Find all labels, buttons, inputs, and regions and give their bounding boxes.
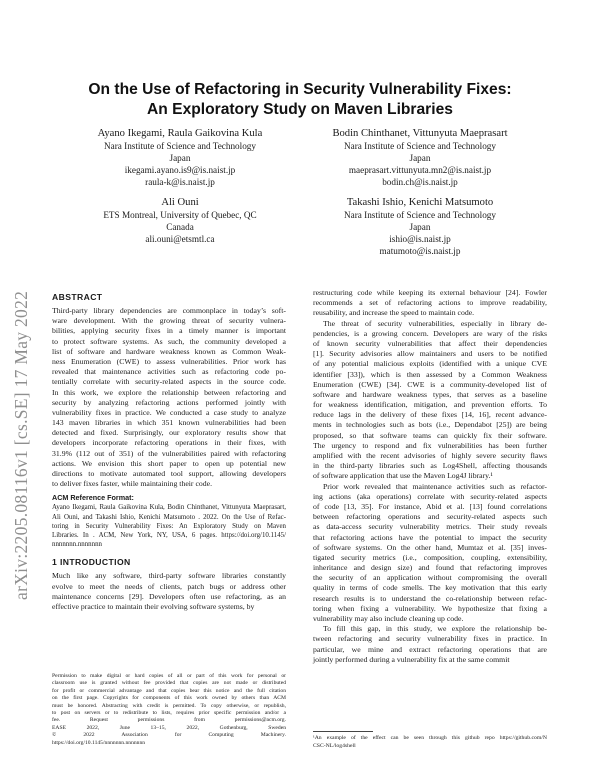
text-line: of software application that use the Maven Log4J library.¹ <box>313 471 493 481</box>
left-column <box>52 288 286 612</box>
text-line: toring in Security Vulnerability Fixes: An Exploratory Study on Maven <box>52 522 286 530</box>
text-line: actions. We envision this short paper to open up potential new <box>52 458 286 468</box>
title-line-1: On the Use of Refactoring in Security Vulnerability Fixes: <box>88 81 512 98</box>
author-block <box>295 196 545 257</box>
author-affiliation: ETS Montreal, University of Quebec, QC <box>103 210 257 220</box>
author-block <box>295 127 545 188</box>
arxiv-identifier-stamp: arXiv:2205.08116v1 [cs.SE] 17 May 2022 <box>11 290 31 600</box>
footnote-github-link <box>313 735 547 750</box>
text-line: tween refactoring and security vulnerability fixes in practice. In <box>313 634 547 644</box>
text-line: nnnnnnn.nnnnnnn <box>52 541 102 549</box>
abstract-heading: ABSTRACT <box>52 292 103 302</box>
text-line: software and hardware weakness types, that serves as a baseline <box>313 389 547 399</box>
text-line: effective practice to maintain their evolving software systems, by <box>52 601 255 611</box>
author-country: Canada <box>166 222 194 232</box>
author-affiliation: Nara Institute of Science and Technology <box>343 210 496 220</box>
text-line: identifier [33]), which is then assessed by a Common Weakness <box>313 369 547 379</box>
text-line: jointly performed during a vulnerability fix at the same commit <box>313 654 510 664</box>
author-names: Ali Ouni <box>161 197 199 208</box>
acm-reference-heading: ACM Reference Format: <box>52 493 134 503</box>
paragraph <box>313 482 547 625</box>
text-line: classroom use is granted without fee provided that copies are not made or distributed <box>52 680 286 687</box>
text-line: 143 maven libraries in which 351 known vulnerabilities had been <box>52 418 286 428</box>
permission-footnote <box>52 673 286 747</box>
text-line: proposed, so that software teams can quickly fix their software. <box>313 430 547 440</box>
title-line-2: An Exploratory Study on Maven Libraries <box>147 101 453 118</box>
text-line: developers incorporate refactoring operations in their fixes, with <box>52 438 286 448</box>
text-line: reduce lags in the delivery of these fixes [14, 16], recent advance- <box>313 410 547 420</box>
text-line: tigated security metrics (i.e., composition, coupling, extensibility, <box>313 552 547 562</box>
text-line: to post on servers or to redistribute to lists, requires prior specific permission and/or a <box>52 709 286 716</box>
text-line: the security of an application without compromising the overall <box>313 573 547 583</box>
text-line: Permission to make digital or hard copies of all or part of this work for personal or <box>52 673 286 679</box>
text-line: ware development. With the growing threat of security vulnera- <box>52 316 286 326</box>
acm-reference-text <box>52 503 286 549</box>
text-line: tentially correlate with security-related aspects in the source code. <box>52 377 286 387</box>
text-line: of known security vulnerabilities that affect their dependencies <box>313 338 547 348</box>
footnote-rule <box>313 731 373 732</box>
author-email: maeprasart.vittunyuta.mn2@is.naist.jp <box>348 165 492 175</box>
text-line: 31.9% (112 out of 351) of the vulnerabilities paired with refactoring <box>52 448 286 458</box>
paragraph <box>313 288 547 319</box>
text-line: CSC-NL/log4shell <box>313 742 356 749</box>
text-line: security by analyzing refactoring actions performed jointly with <box>52 397 286 407</box>
paragraph <box>313 624 547 665</box>
text-line: Ayano Ikegami, Raula Gaikovina Kula, Bodin Chinthanet, Vittunyuta Maeprasart, <box>52 504 286 512</box>
text-line: ness Enumeration (CWE) to assess vulnerabilities. Prior work has <box>52 356 286 366</box>
text-line: research results is to understand the co-relationship between refac- <box>313 593 547 603</box>
author-email: ishio@is.naist.jp <box>389 234 451 244</box>
text-line: restructuring code while keeping its external behaviour [24]. Fowler <box>313 288 547 297</box>
text-line: EASE 2022, June 13–15, 2022, Gothenburg, Sweden <box>52 724 286 731</box>
text-line: inheritance and design size) and found that refactoring improves <box>313 563 547 573</box>
text-line: fee. Request permissions from permissions@acm.org. <box>52 717 286 724</box>
text-line: pendencies, is a growing concern. Developers are wary of the risks <box>313 328 547 338</box>
text-line: for profit or commercial advantage and that copies bear this notice and the full citation <box>52 687 286 694</box>
text-line: Libraries. In . ACM, New York, NY, USA, 6 pages. https://doi.org/10.1145/ <box>52 531 286 539</box>
text-line: ¹An example of the effect can be seen through this github repo https://github.com/N <box>313 735 547 741</box>
author-email: bodin.ch@is.naist.jp <box>382 177 458 187</box>
text-line: evolve to meet the needs of clients, patch bugs or address other <box>52 581 286 591</box>
text-line: bilities, applying security fixes in a timely manner is important <box>52 326 286 336</box>
text-line: that refactoring actions have the potential to impact the security <box>313 532 547 542</box>
author-email: ali.ouni@etsmtl.ca <box>145 234 215 244</box>
author-names: Bodin Chinthanet, Vittunyuta Maeprasart <box>332 128 508 139</box>
paragraph <box>313 319 547 482</box>
text-line: on the first page. Copyrights for components of this work owned by others than ACM <box>52 695 286 702</box>
text-line: amplified with the recent advisories of highly severe security flaws <box>313 451 547 460</box>
text-line: https://doi.org/10.1145/nnnnnnn.nnnnnnn <box>52 739 146 746</box>
author-names: Ayano Ikegami, Raula Gaikovina Kula <box>97 128 263 139</box>
author-block <box>55 196 305 245</box>
text-line: Ali Ouni, and Takashi Ishio, Kenichi Matsumoto . 2022. On the Use of Refac- <box>52 513 286 521</box>
author-affiliation: Nara Institute of Science and Technology <box>343 141 496 151</box>
author-country: Japan <box>169 153 191 163</box>
text-line: reusability, and increase the speed to maintain code. <box>313 308 475 318</box>
text-line: particular, we mine and extract refactoring operations that are <box>313 644 547 654</box>
author-country: Japan <box>409 153 431 163</box>
text-line: to protect software systems. As such, the community developed a <box>52 336 286 346</box>
text-line: maintenance concerns [29]. Developers often use refactoring, as an <box>52 591 286 601</box>
introduction-heading: 1 INTRODUCTION <box>52 557 131 568</box>
introduction-text <box>52 571 286 612</box>
text-line: in the third-party libraries such as Log4Shell, affecting thousands <box>313 461 547 471</box>
text-line: must be honored. Abstracting with credit is permitted. To copy otherwise, or republish, <box>52 702 286 709</box>
paper-title <box>60 80 540 120</box>
author-email: ikegami.ayano.is9@is.naist.jp <box>124 165 236 175</box>
text-line: to deliver fixes faster, while maintaining their code. <box>52 479 213 489</box>
text-line: toring when fixing a vulnerability. We hypothesize that fixing a <box>313 603 547 613</box>
text-line: Enumeration (CWE) [34]. CWE is a community-developed list of <box>313 379 547 389</box>
text-line: Third-party library dependencies are commonplace in today’s soft- <box>52 306 286 315</box>
text-line: ments in technologies such as bots (i.e., Dependabot [25]) are being <box>313 420 547 430</box>
text-line: directions to motivate automated tool support, allowing developers <box>52 469 286 478</box>
author-affiliation: Nara Institute of Science and Technology <box>103 141 256 151</box>
author-email: matumoto@is.naist.jp <box>379 246 461 256</box>
text-line: The threat of security vulnerabilities, especially in library de- <box>323 318 547 328</box>
text-line: quality in terms of code smells. The key motivation that this early <box>313 583 547 593</box>
text-line: as data-access security vulnerability metrics. Their study reveals <box>313 522 547 532</box>
text-line: of code [13, 35]. For instance, Abid et al. [13] found correlations <box>313 501 547 511</box>
author-country: Japan <box>409 222 431 232</box>
text-line: between refactoring operations and security-related aspects such <box>313 512 547 522</box>
text-line: detected and fixed. Surprisingly, our exploratory results show that <box>52 428 286 438</box>
text-line: Much like any software, third-party software libraries constantly <box>52 571 286 581</box>
abstract-text <box>52 306 286 489</box>
text-line: In this work, we explore the relationship between refactoring and <box>52 387 286 397</box>
text-line: [1]. Security advisories allow maintainers and users to be notified <box>313 349 547 359</box>
text-line: The urgency to respond and fix vulnerabilities has been further <box>313 440 547 450</box>
text-line: vulnerability fixes in practice. We conducted a case study to analyze <box>52 407 286 417</box>
author-block <box>55 127 305 188</box>
text-line: for weakness identification, mitigation, and prevention efforts. To <box>313 400 547 410</box>
author-email: raula-k@is.naist.jp <box>145 177 215 187</box>
right-column <box>313 288 547 665</box>
text-line: Prior work revealed that maintenance activities such as refactor- <box>323 481 547 491</box>
text-line: of any potential malicious exploits (identified with a unique CVE <box>313 359 547 369</box>
text-line: of software systems. On the other hand, Mumtaz et al. [35] inves- <box>313 542 547 552</box>
text-line: list of software and hardware weakness known as Common Weak- <box>52 346 286 356</box>
author-names: Takashi Ishio, Kenichi Matsumoto <box>346 197 494 208</box>
text-line: ing actions (aka operations) correlate with security-related aspects <box>313 491 547 501</box>
text-line: To fill this gap, in this study, we explore the relationship be- <box>323 624 547 634</box>
text-line: recommends a set of refactoring actions to improve readability, <box>313 298 547 308</box>
text-line: revealed that maintenance activities such as refactoring code po- <box>52 367 286 377</box>
text-line: © 2022 Association for Computing Machinery. <box>52 732 286 739</box>
text-line: vulnerability may also include cleaning up code. <box>313 614 464 623</box>
